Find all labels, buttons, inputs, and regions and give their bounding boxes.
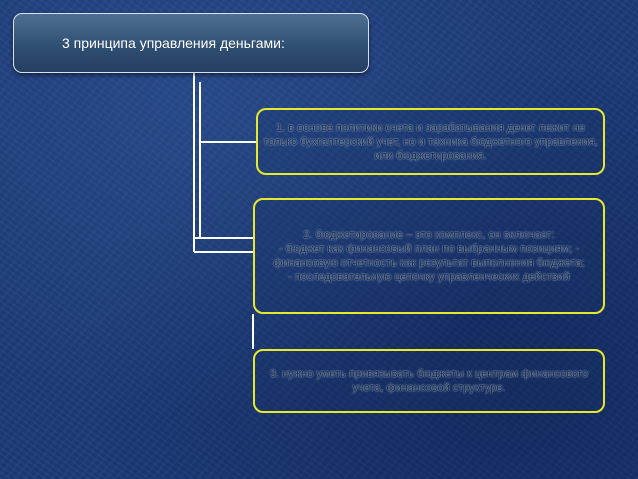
principle-box-1 <box>256 108 605 175</box>
principle-box-3 <box>253 349 605 413</box>
title-box <box>13 13 369 73</box>
principle-text-1: 1. в основе политики счета и зарабатывания денег лежит не только бухгалтерский учет, но и техника бюджетного управления, или бюджетирования. <box>263 121 598 162</box>
principle-text-2: 2. бюджетирование – это комплекс, он включает: - бюджет как финансовый план по выбранным позициям; - финансовую отчетность как результат выполнения бюджета; - последовательную цепочку управленческих действий <box>273 229 585 283</box>
principle-box-2 <box>253 198 605 314</box>
title-text: 3 принципа управления деньгами: <box>62 35 285 51</box>
principle-text-3: 3. нужно уметь привязывать бюджеты к центрам финансового учета, финансовой структуре. <box>269 368 589 394</box>
